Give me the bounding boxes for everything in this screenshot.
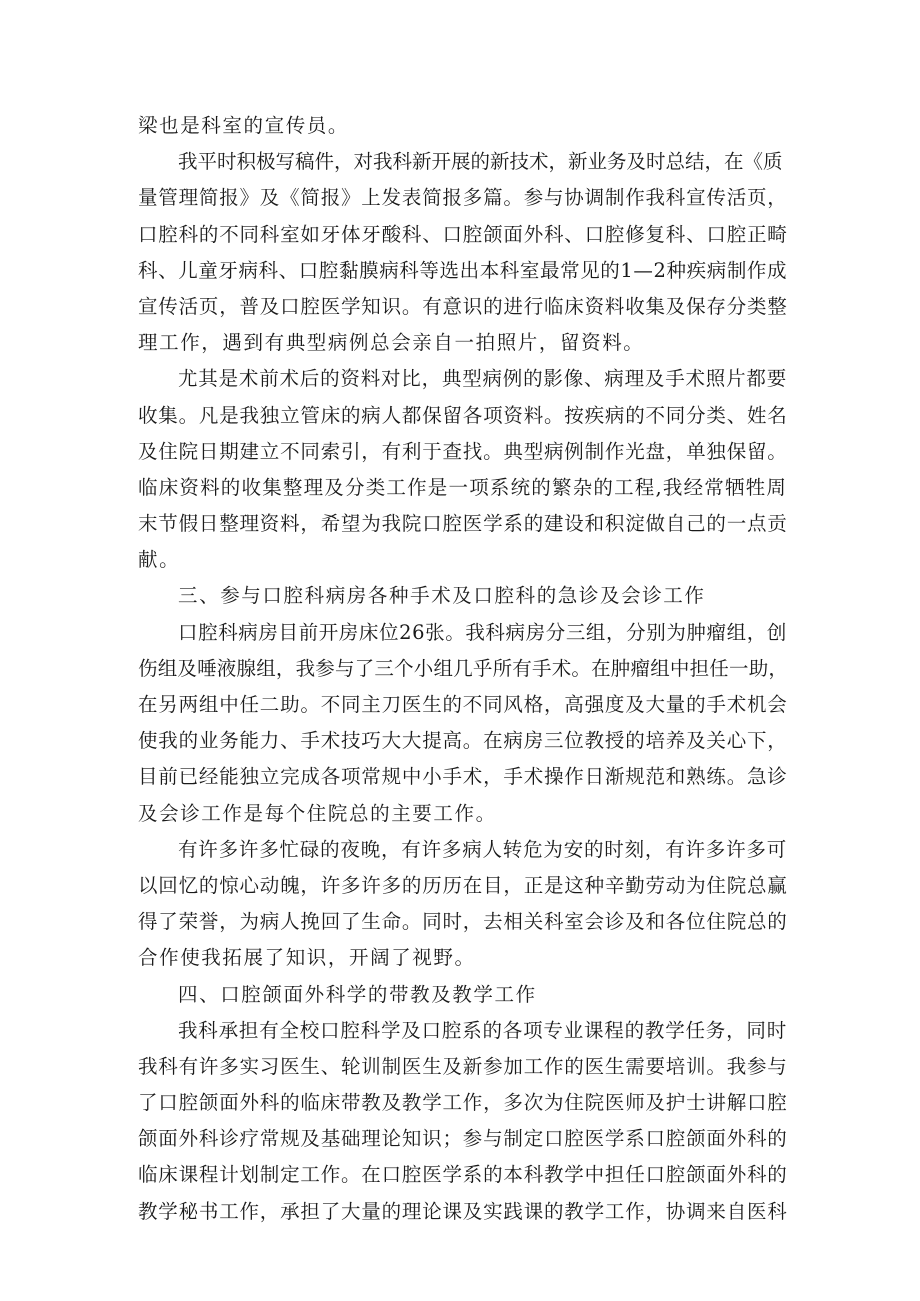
text-line: 我科承担有全校口腔科学及口腔系的各项专业课程的教学任务，同时 — [178, 1018, 788, 1042]
text-line: 口腔科病房目前开房床位26张。我科病房分三组，分别为肿瘤组，创 — [178, 620, 787, 644]
text-line: 尤其是术前术后的资料对比，典型病例的影像、病理及手术照片都要 — [178, 367, 788, 391]
section-heading: 四、口腔颌面外科学的带教及教学工作 — [178, 982, 537, 1006]
text-line: 收集。凡是我独立管床的病人都保留各项资料。按疾病的不同分类、姓名 — [138, 403, 788, 427]
text-line: 使我的业务能力、手术技巧大大提高。在病房三位教授的培养及关心下， — [138, 729, 788, 753]
text-line: 颌面外科诊疗常规及基础理论知识；参与制定口腔医学系口腔颌面外科的 — [138, 1127, 788, 1151]
section-heading: 三、参与口腔科病房各种手术及口腔科的急诊及会诊工作 — [178, 584, 706, 608]
text-line: 量管理简报》及《简报》上发表简报多篇。参与协调制作我科宣传活页， — [138, 186, 788, 210]
text-line: 献。 — [138, 548, 181, 572]
text-line: 我科有许多实习医生、轮训制医生及新参加工作的医生需要培训。我参与 — [138, 1054, 788, 1078]
text-line: 及会诊工作是每个住院总的主要工作。 — [138, 801, 497, 825]
text-line: 宣传活页，普及口腔医学知识。有意识的进行临床资料收集及保存分类整 — [138, 294, 788, 318]
body-text — [138, 108, 788, 1230]
text-line: 目前已经能独立完成各项常规中小手术，手术操作日渐规范和熟练。急诊 — [138, 765, 788, 789]
text-line: 在另两组中任二助。不同主刀医生的不同风格，高强度及大量的手术机会 — [138, 693, 788, 716]
text-line: 及住院日期建立不同索引，有利于查找。典型病例制作光盘，单独保留。 — [138, 439, 788, 463]
text-line: 临床资料的收集整理及分类工作是一项系统的繁杂的工程,我经常牺牲周 — [138, 475, 788, 499]
text-line: 得了荣誉，为病人挽回了生命。同时，去相关科室会诊及和各位住院总的 — [138, 910, 788, 934]
text-line: 了口腔颌面外科的临床带教及教学工作，多次为住院医师及护士讲解口腔 — [138, 1091, 788, 1115]
text-line: 我平时积极写稿件，对我科新开展的新技术，新业务及时总结，在《质 — [178, 150, 783, 174]
text-line: 以回忆的惊心动魄，许多许多的历历在目，正是这种辛勤劳动为住院总赢 — [138, 873, 788, 897]
text-line: 教学秘书工作，承担了大量的理论课及实践课的教学工作，协调来自医科 — [138, 1199, 788, 1223]
text-line: 合作使我拓展了知识，开阔了视野。 — [138, 946, 476, 970]
text-line: 理工作，遇到有典型病例总会亲自一拍照片，留资料。 — [138, 331, 645, 355]
text-line: 末节假日整理资料，希望为我院口腔医学系的建设和积淀做自己的一点贡 — [138, 512, 788, 536]
text-line: 梁也是科室的宣传员。 — [138, 114, 350, 137]
text-line: 伤组及唾液腺组，我参与了三个小组几乎所有手术。在肿瘤组中担任一助， — [138, 656, 789, 680]
text-line: 有许多许多忙碌的夜晚，有许多病人转危为安的时刻，有许多许多可 — [178, 837, 788, 861]
text-line: 临床课程计划制定工作。在口腔医学系的本科教学中担任口腔颌面外科的 — [138, 1163, 788, 1187]
text-line: 科、儿童牙病科、口腔黏膜病科等选出本科室最常见的1—2种疾病制作成 — [138, 258, 788, 282]
text-line: 口腔科的不同科室如牙体牙酸科、口腔颌面外科、口腔修复科、口腔正畸 — [138, 222, 788, 246]
